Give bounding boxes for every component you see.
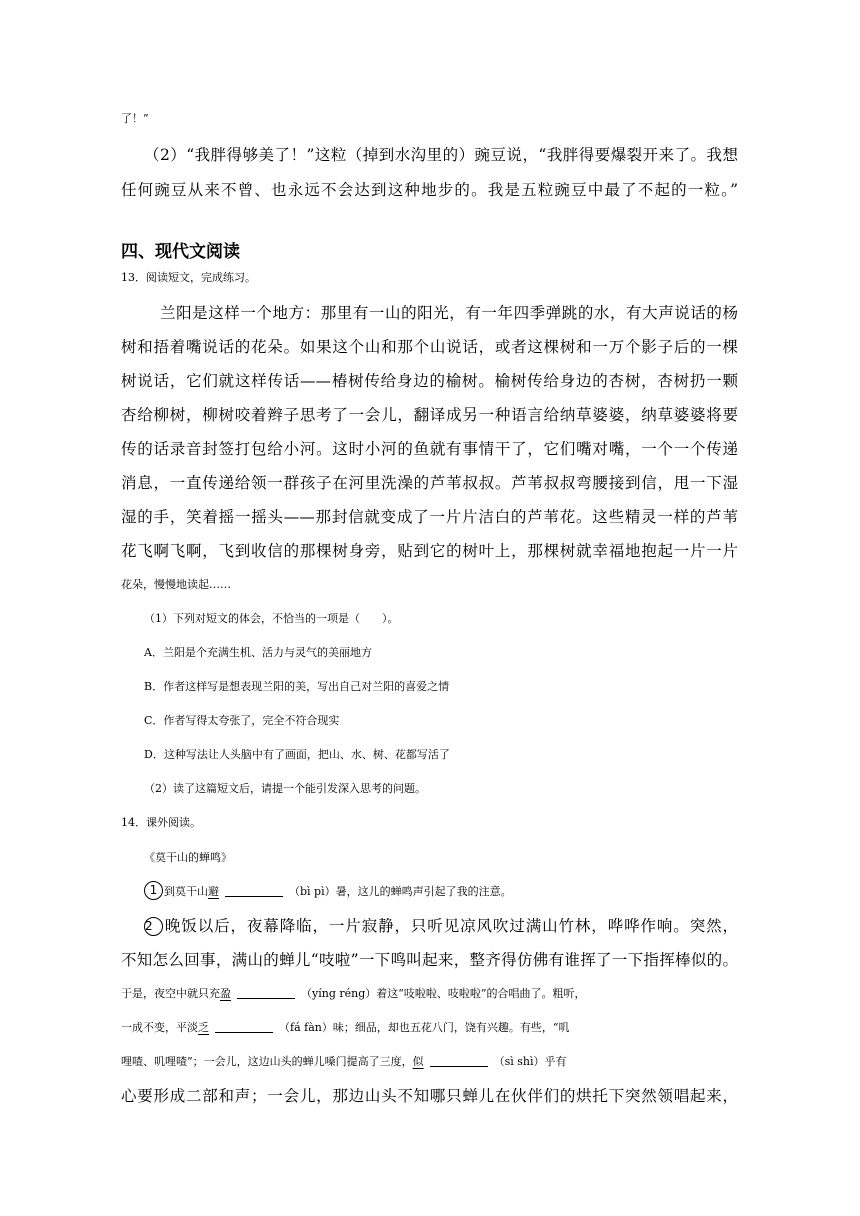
- passage-line: 花飞啊飞啊，飞到收信的那棵树身旁，贴到它的树叶上，那棵树就幸福地抱起一片一片: [121, 542, 738, 560]
- paragraph-2-line: [121, 1016, 860, 1040]
- underlined-char: 盈: [220, 987, 231, 1000]
- paragraph-2-line: [121, 1050, 860, 1074]
- article-title: 《莫干山的蝉鸣》: [144, 851, 232, 864]
- passage-line: 杏给柳树，柳树咬着辫子思考了一会儿，翻译成另一种语言给纳草婆婆，纳草婆婆将要: [121, 406, 738, 424]
- underlined-char: 避: [208, 885, 219, 898]
- option-d[interactable]: D．这种写法让人头脑中有了画面，把山、水、树、花都写活了: [144, 748, 450, 761]
- text-run: 于是，夜空中就只充: [121, 987, 220, 1000]
- option-b[interactable]: B．作者这样写是想表现兰阳的美，写出自己对兰阳的喜爱之情: [144, 680, 450, 693]
- underlined-char: 似: [412, 1055, 424, 1068]
- text-run: 晚饭以后，夜幕降临，一片寂静，只听见凉风吹过满山竹林，哗哗作响。突然，: [164, 917, 738, 935]
- passage-line: 传的话录音封签打包给小河。这时小河的鱼就有事情干了，它们嘴对嘴，一个一个传递: [121, 440, 738, 458]
- option-c[interactable]: C．作者写得太夸张了，完全不符合现实: [144, 714, 340, 727]
- text-line: 任何豌豆从来不曾、也永远不会达到这种地步的。我是五粒豌豆中最了不起的一粒。”: [121, 181, 738, 199]
- text-run: 着这“吱啦啦、吱啦啦”的合唱曲了。粗听，: [376, 987, 586, 1000]
- passage-line: 花朵，慢慢地读起……: [121, 578, 231, 591]
- text-run: 味；细品，却也五花八门，饶有兴趣。有些，“叽: [332, 1021, 570, 1034]
- answer-blank[interactable]: [430, 1050, 488, 1067]
- question-prompt: 13．阅读短文，完成练习。: [121, 271, 256, 284]
- sub-question: （1）下列对短文的体会，不恰当的一项是（ ）。: [144, 612, 399, 625]
- paragraph-2-line: 心要形成二部和声；一会儿，那边山头不知哪只蝉儿在伙伴们的烘托下突然领唱起来，: [121, 1087, 738, 1105]
- text-run: 哩喳、叽哩喳”；一会儿，这边山头的蝉儿嗓门提高了三度，: [121, 1055, 413, 1068]
- passage-line: 消息，一直传递给领一群孩子在河里洗澡的芦苇叔叔。芦苇叔叔弯腰接到信，甩一下湿: [121, 474, 738, 492]
- paragraph-number-badge: 1: [144, 881, 163, 900]
- pinyin-choice: （bì pì）: [289, 885, 336, 898]
- section-heading: 四、现代文阅读: [121, 242, 240, 262]
- answer-blank[interactable]: [225, 880, 283, 897]
- text-run: 暑，这儿的蝉鸣声引起了我的注意。: [335, 885, 512, 898]
- answer-blank[interactable]: [237, 982, 295, 999]
- paragraph-2-line: 不知怎么回事，满山的蝉儿“吱啦”一下鸣叫起来，整齐得仿佛有谁挥了一下指挥棒似的。: [121, 951, 738, 969]
- option-a[interactable]: A．兰阳是个充满生机、活力与灵气的美丽地方: [144, 646, 372, 659]
- paragraph-2-line: [144, 914, 738, 938]
- passage-line: 兰阳是这样一个地方：那里有一山的阳光，有一年四季弹跳的水，有大声说话的杨: [160, 304, 738, 322]
- paragraph-number-badge: 2: [144, 917, 163, 936]
- passage-line: 树说话，它们就这样传话——椿树传给身边的榆树。榆树传给身边的杏树，杏树扔一颗: [121, 372, 738, 390]
- passage-line: 湿的手，笑着摇一摇头——那封信就变成了一片片洁白的芦苇花。这些精灵一样的芦苇: [121, 508, 738, 526]
- underlined-char: 乏: [198, 1021, 209, 1034]
- answer-blank[interactable]: [215, 1016, 273, 1033]
- text-run: 一成不变，平淡: [121, 1021, 198, 1034]
- text-run: 乎有: [544, 1055, 567, 1068]
- question-prompt: 14．课外阅读。: [121, 816, 201, 829]
- paragraph-1: [144, 880, 860, 904]
- text-line: 了！”: [121, 112, 149, 125]
- text-line: （2）“我胖得够美了！”这粒（掉到水沟里的）豌豆说，“我胖得要爆裂开来了。我想: [144, 146, 738, 164]
- pinyin-choice: （fá fàn）: [279, 1021, 333, 1034]
- sub-question: （2）读了这篇短文后，请提一个能引发深入思考的问题。: [144, 782, 426, 795]
- text-run: 到莫干山: [164, 885, 208, 898]
- pinyin-choice: （sì shì）: [493, 1055, 545, 1068]
- pinyin-choice: （yíng réng）: [301, 987, 377, 1000]
- paragraph-2-line: [121, 982, 860, 1006]
- passage-line: 树和捂着嘴说话的花朵。如果这个山和那个山说话，或者这棵树和一万个影子后的一棵: [121, 338, 738, 356]
